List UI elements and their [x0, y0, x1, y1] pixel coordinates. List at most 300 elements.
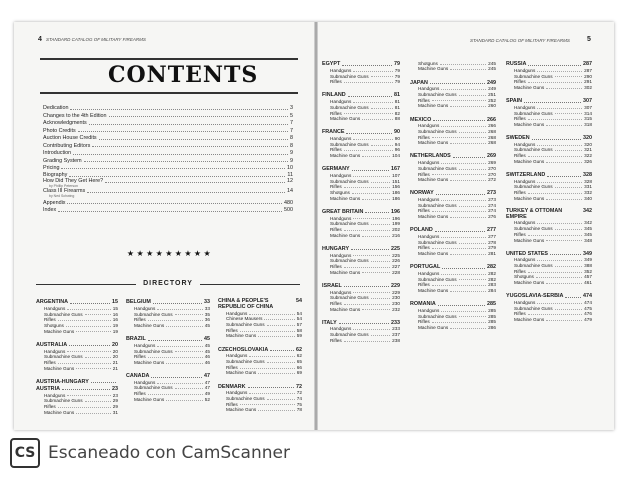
country-heading-label: ISRAEL [322, 282, 342, 289]
directory-item-page: 29 [112, 398, 118, 404]
directory-item-label: Handguns [330, 289, 352, 295]
directory-item-label: Rifles [330, 337, 342, 343]
directory-item-label: Machine Guns [418, 103, 449, 109]
country-heading-label: FRANCE [322, 129, 345, 136]
directory-item-leader [459, 95, 487, 96]
directory-item-label: Machine Guns [134, 322, 165, 328]
directory-item-leader [555, 229, 583, 230]
directory-item-leader [175, 314, 203, 315]
toc-entry-page: 9 [290, 150, 293, 157]
directory-item-leader [258, 373, 295, 374]
country-heading-leader [352, 170, 389, 171]
directory-item-label: Submachine Guns [330, 73, 369, 79]
directory-item-leader [157, 309, 202, 310]
country-heading-label: HUNGARY [322, 245, 350, 252]
directory-item-label: Rifles [330, 263, 342, 269]
toc-entry-leader [69, 176, 285, 177]
country-heading-page: 249 [487, 79, 496, 86]
directory-item-page: 315 [584, 116, 592, 122]
star-divider: ★★★★★★★★★ [126, 249, 214, 258]
country-heading [322, 60, 400, 67]
directory-item-page: 348 [584, 237, 592, 243]
directory-item-page: 81 [394, 104, 400, 110]
directory-item [410, 140, 496, 146]
directory-item-leader [344, 267, 390, 268]
directory-item [322, 152, 400, 158]
directory-item-label: Rifles [330, 184, 342, 190]
country-heading-leader [436, 194, 485, 195]
directory-item-leader [85, 357, 111, 358]
directory-item-leader [555, 150, 583, 151]
directory-item-leader [371, 145, 393, 146]
directory-item-page: 107 [392, 173, 400, 178]
left-page-header: STANDARD CATALOG OF MILITARY FIREARMS [46, 37, 146, 42]
country-heading-label: AUSTRIA [36, 385, 60, 392]
directory-item-leader [537, 71, 582, 72]
country-heading-label: PORTUGAL [410, 264, 441, 271]
country-heading-page: 307 [583, 98, 592, 105]
directory-item-page: 287 [584, 67, 592, 73]
directory-item-label: Submachine Guns [330, 295, 369, 301]
directory-item [410, 66, 496, 72]
directory-item-page: 286 [488, 324, 496, 330]
directory-item-page: 302 [584, 84, 592, 90]
country-heading-page: 23 [112, 385, 118, 392]
directory-item-page: 461 [584, 280, 592, 286]
directory-item-label: Handguns [134, 342, 156, 348]
country-heading-label: FINLAND [322, 92, 346, 99]
toc-entry-leader [84, 161, 288, 162]
directory-item-label: Submachine Guns [418, 128, 457, 134]
toc-entry-page: 11 [287, 172, 293, 179]
directory-item [218, 370, 302, 376]
directory-item [218, 333, 302, 339]
directory-item-label: Handguns [514, 178, 536, 184]
directory-item-leader [432, 100, 486, 101]
directory-item-page: 252 [488, 97, 496, 103]
country-heading-label: RUSSIA [506, 61, 527, 68]
directory-item-leader [58, 407, 111, 408]
country-heading [410, 226, 496, 233]
country-section [36, 298, 118, 334]
country-heading-page: 54 [296, 298, 302, 304]
country-heading-label: ARGENTINA [36, 299, 69, 306]
directory-item-leader [157, 346, 202, 347]
directory-item-leader [166, 400, 203, 401]
country-heading-page: 266 [487, 116, 496, 123]
directory-item [36, 365, 118, 371]
directory-item-page: 326 [584, 158, 592, 164]
directory-item [410, 103, 496, 109]
country-heading [218, 298, 302, 310]
directory-item [506, 121, 592, 127]
directory-item-page: 81 [394, 99, 400, 105]
country-heading-label: YUGOSLAVIA-SERBIA [506, 293, 564, 300]
directory-item-leader [249, 314, 294, 315]
directory-item-page: 47 [204, 379, 210, 385]
directory-item-page: 225 [392, 252, 400, 258]
country-heading-page: 81 [394, 92, 400, 99]
directory-item-label: Submachine Guns [330, 178, 369, 184]
country-heading-page: 277 [487, 227, 496, 234]
directory-item-leader [546, 283, 582, 284]
directory-item-leader [67, 395, 110, 396]
toc-entry-label: Photo Credits [43, 127, 76, 134]
directory-item-label: Handguns [226, 390, 248, 396]
directory-item-leader [537, 260, 582, 261]
directory-item-page: 273 [488, 197, 496, 203]
directory-item-label: Rifles [514, 311, 526, 317]
country-heading-leader [153, 303, 202, 304]
directory-item [126, 322, 210, 328]
directory-item-label: Submachine Guns [44, 311, 83, 317]
directory-item [126, 396, 210, 402]
directory-item-page: 268 [488, 128, 496, 134]
directory-item-label: Submachine Guns [330, 258, 369, 264]
directory-item-page: 62 [296, 353, 302, 359]
country-heading-page: 90 [394, 129, 400, 136]
directory-item-label: Handguns [134, 305, 156, 311]
book-spine [314, 22, 318, 430]
toc-entry-leader [99, 139, 288, 140]
directory-item-label: Rifles [330, 79, 342, 85]
directory-item-page: 345 [584, 231, 592, 237]
directory-item [322, 116, 400, 122]
directory-item-label: Submachine Guns [418, 91, 457, 97]
directory-item-label: Rifles [514, 231, 526, 237]
country-section [126, 335, 210, 365]
directory-item-label: Rifles [330, 227, 342, 232]
directory-item-label: Submachine Guns [44, 398, 83, 404]
directory-item-page: 65 [296, 359, 302, 364]
directory-item-page: 79 [394, 67, 400, 73]
toc-entry-label: Class III Firearms [43, 188, 86, 195]
directory-item-leader [67, 351, 110, 352]
country-section [322, 319, 400, 343]
directory-item-label: Machine Guns [44, 328, 75, 334]
directory-item-label: Handguns [514, 220, 536, 226]
country-heading-leader [435, 231, 485, 232]
directory-item-page: 272 [488, 177, 496, 183]
directory-item-label: Handguns [514, 257, 536, 263]
country-section [506, 171, 592, 201]
directory-item-label: Handguns [418, 86, 440, 92]
directory-item-page: 52 [204, 396, 210, 402]
directory-item-leader [450, 180, 486, 181]
country-heading-label: SPAIN [506, 98, 523, 105]
directory-item-leader [58, 363, 111, 364]
directory-item-leader [432, 174, 486, 175]
toc-entry-label: Introduction [43, 150, 72, 157]
directory-item-leader [459, 243, 487, 244]
directory-item-leader [353, 71, 392, 72]
directory-item-leader [267, 325, 295, 326]
directory-item-page: 274 [488, 208, 496, 214]
directory-item-label: Machine Guns [514, 84, 545, 90]
directory-item-label: Machine Guns [418, 140, 449, 146]
country-heading-leader [91, 382, 116, 383]
country-heading [126, 335, 210, 342]
directory-item-leader [440, 64, 486, 65]
directory-item [410, 213, 496, 219]
directory-item-label: Machine Guns [44, 409, 75, 415]
country-heading [506, 250, 592, 257]
directory-item-leader [344, 150, 393, 151]
directory-item-leader [258, 336, 295, 337]
directory-item-leader [240, 331, 295, 332]
directory-item-leader [536, 277, 582, 278]
directory-item-page: 282 [488, 276, 496, 282]
country-heading-label: NORWAY [410, 190, 434, 197]
directory-item-page: 268 [488, 140, 496, 146]
directory-item-label: Machine Guns [418, 214, 449, 220]
directory-item-label: Submachine Guns [418, 202, 457, 208]
directory-item-page: 54 [296, 316, 302, 322]
country-heading-page: 474 [583, 293, 592, 300]
directory-item [322, 195, 400, 201]
directory-item-page: 276 [488, 214, 496, 220]
directory-item-page: 59 [296, 333, 302, 339]
directory-item-page: 251 [488, 91, 496, 97]
country-heading-label: UNITED STATES [506, 250, 549, 257]
directory-item-leader [157, 383, 202, 384]
directory-item-page: 321 [584, 147, 592, 153]
country-section [126, 372, 210, 402]
country-heading-leader [524, 102, 581, 103]
toc-entry-leader [87, 192, 285, 193]
directory-item-label: Rifles [514, 79, 526, 85]
toc-entry-leader [61, 168, 285, 169]
directory-item-label: Submachine Guns [330, 104, 369, 110]
toc-entry-leader [70, 109, 288, 110]
directory-item-label: Machine Guns [330, 153, 361, 159]
directory-item [36, 409, 118, 415]
country-heading-page: 285 [487, 301, 496, 308]
directory-item-leader [555, 309, 583, 310]
directory-item-page: 186 [392, 190, 400, 196]
directory-item-label: Rifles [514, 153, 526, 159]
directory-item-leader [537, 303, 582, 304]
country-heading [506, 134, 592, 141]
directory-item-label: Machine Guns [514, 317, 545, 323]
toc-entry-label: Biography [43, 172, 68, 179]
directory-item-label: Rifles [134, 317, 146, 323]
directory-item-page: 278 [488, 239, 496, 245]
directory-item-page: 270 [488, 171, 496, 177]
directory-item-page: 285 [488, 313, 496, 319]
directory-item-page: 229 [392, 289, 400, 295]
directory-item-label: Submachine Guns [514, 305, 553, 311]
directory-item-label: Rifles [44, 359, 56, 365]
directory-item-page: 20 [112, 348, 118, 354]
directory-item-page: 266 [488, 123, 496, 129]
directory-item-leader [362, 199, 390, 200]
country-heading-leader [442, 268, 485, 269]
directory-item-leader [353, 329, 390, 330]
directory-item-page: 46 [204, 354, 210, 360]
directory-item-label: Rifles [514, 268, 526, 274]
directory-item-leader [537, 145, 582, 146]
directory-item-page: 307 [584, 104, 592, 110]
country-heading-page: 328 [583, 172, 592, 178]
directory-item-label: Shotguns [44, 322, 64, 328]
directory-item-leader [546, 199, 582, 200]
directory-column-1 [36, 298, 118, 422]
directory-item-page: 21 [112, 359, 118, 365]
directory-item-leader [459, 206, 487, 207]
toc-entry-leader [109, 116, 288, 117]
directory-item-leader [528, 119, 582, 120]
country-heading [410, 300, 496, 307]
country-heading [506, 208, 592, 220]
toc-entry-page: 3 [290, 105, 293, 112]
directory-item-page: 21 [112, 365, 118, 371]
directory-item-page: 318 [584, 121, 592, 127]
directory-item-leader [371, 335, 391, 336]
country-heading-leader [365, 212, 389, 213]
directory-item-label: Submachine Guns [418, 239, 457, 245]
directory-item-page: 314 [584, 110, 592, 116]
country-section [506, 250, 592, 286]
directory-item-leader [240, 404, 295, 405]
directory-item-label: Handguns [418, 270, 440, 276]
directory-item [410, 324, 496, 330]
directory-item-leader [459, 132, 487, 133]
directory-rule-right [200, 284, 300, 285]
country-section [36, 341, 118, 371]
directory-item-page: 457 [584, 274, 592, 280]
directory-item-page: 19 [112, 322, 118, 328]
directory-item-leader [166, 326, 203, 327]
directory-item-label: Submachine Guns [44, 354, 83, 360]
directory-item-page: 245 [488, 66, 496, 72]
country-heading-leader [565, 297, 581, 298]
country-heading [322, 128, 400, 135]
directory-item-leader [371, 298, 391, 299]
directory-item-leader [441, 163, 486, 164]
directory-item-page: 88 [394, 116, 400, 122]
country-heading-leader [438, 305, 485, 306]
directory-item-leader [528, 314, 582, 315]
directory-item-label: Machine Guns [330, 116, 361, 122]
directory-item-leader [450, 69, 486, 70]
country-heading-page: 225 [391, 245, 400, 252]
directory-item-leader [344, 187, 390, 188]
directory-item-leader [441, 126, 486, 127]
directory-item [506, 279, 592, 285]
directory-item-leader [344, 341, 390, 342]
directory-item-label: Machine Guns [330, 269, 361, 275]
directory-item-label: Handguns [514, 104, 536, 110]
country-heading-page: 45 [204, 336, 210, 343]
directory-item-label: Machine Guns [514, 280, 545, 286]
directory-item-leader [258, 410, 295, 411]
country-heading-leader [270, 350, 294, 351]
directory-item-label: Handguns [226, 353, 248, 359]
directory-item-label: Chinese Mausers [226, 316, 263, 322]
directory-item-leader [67, 309, 110, 310]
toc-entry [43, 126, 293, 133]
country-heading-leader [550, 254, 581, 255]
country-heading-page: 273 [487, 190, 496, 197]
directory-item-label: Machine Guns [514, 195, 545, 201]
directory-item-leader [344, 113, 393, 114]
directory-item-leader [148, 394, 203, 395]
country-section [36, 385, 118, 415]
directory-item-leader [85, 314, 111, 315]
directory-item-page: 279 [488, 245, 496, 251]
directory-item-label: Submachine Guns [514, 73, 553, 79]
toc-entry-leader [89, 124, 288, 125]
directory-item-leader [450, 143, 486, 144]
directory-item-label: Submachine Guns [514, 110, 553, 116]
country-heading-leader [532, 139, 581, 140]
directory-item-page: 352 [584, 268, 592, 274]
directory-item-leader [249, 393, 294, 394]
directory-item-leader [240, 368, 295, 369]
directory-item-label: Handguns [418, 123, 440, 129]
country-heading [322, 165, 400, 172]
toc-entry-label: Pricing [43, 164, 60, 171]
right-page-header: STANDARD CATALOG OF MILITARY FIREARMS [470, 38, 570, 43]
directory-item-page: 268 [488, 134, 496, 140]
country-heading [506, 292, 592, 299]
directory-item-page: 16 [112, 311, 118, 317]
directory-item-label: Rifles [226, 327, 238, 333]
directory-item-label: Submachine Guns [418, 165, 457, 171]
toc-entry-page: 480 [284, 199, 293, 206]
toc-entry-page: 500 [284, 207, 293, 214]
country-heading-label: CANADA [126, 373, 150, 380]
directory-item-leader [432, 211, 486, 212]
directory-item-leader [249, 356, 294, 357]
country-heading-page: 229 [391, 282, 400, 289]
country-heading-leader [148, 340, 202, 341]
directory-item-page: 94 [394, 141, 400, 147]
directory-item-label: Handguns [44, 305, 66, 311]
directory-item [506, 237, 592, 243]
directory-item-page: 35 [204, 311, 210, 317]
directory-item-page: 31 [112, 409, 118, 415]
directory-item-label: Submachine Guns [418, 276, 457, 282]
directory-item-page: 290 [584, 73, 592, 79]
toc-entry-label: Changes to the 4th Edition [43, 112, 107, 119]
directory-item-leader [555, 113, 583, 114]
directory-item-label: Rifles [134, 354, 146, 360]
directory-item-page: 226 [392, 258, 400, 264]
toc-entry-page: 9 [290, 157, 293, 164]
country-section [410, 189, 496, 219]
directory-item-label: Machine Guns [134, 396, 165, 402]
toc-entry-page: 12 [287, 178, 293, 185]
directory-item-leader [353, 292, 390, 293]
directory-item-page: 245 [488, 60, 496, 66]
directory-item-label: Submachine Guns [226, 395, 265, 401]
country-heading-label: CZECHOSLOVAKIA [218, 346, 269, 353]
toc-entry-label: Index [43, 207, 57, 214]
country-section [506, 60, 592, 90]
country-heading-leader [248, 387, 294, 388]
directory-item-leader [432, 285, 486, 286]
directory-item-leader [450, 106, 486, 107]
directory-item-leader [58, 320, 111, 321]
country-heading-leader [69, 345, 110, 346]
directory-item-label: Rifles [418, 134, 430, 140]
directory-item-label: Machine Guns [330, 195, 361, 201]
country-heading [218, 382, 302, 389]
directory-item-page: 186 [392, 195, 400, 201]
directory-column-4 [322, 60, 400, 350]
